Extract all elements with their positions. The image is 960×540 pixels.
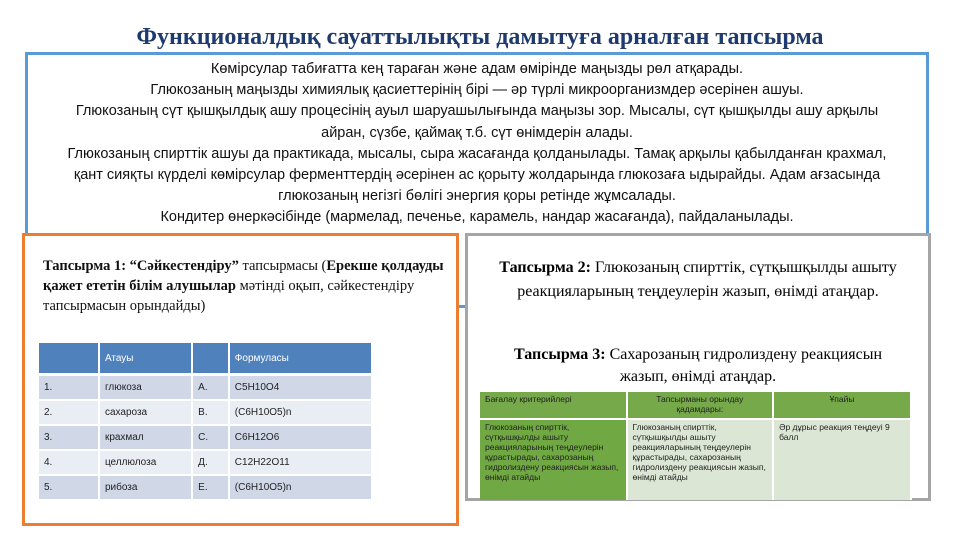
table-cell: В.: [192, 400, 229, 425]
table-row: [39, 475, 372, 500]
table-cell: C12H22O11: [229, 450, 372, 475]
table-cell: 2.: [39, 400, 99, 425]
table-cell: крахмал: [99, 425, 192, 450]
table-cell: Глюкозаның спирттік, сүтқышқылды ашыту реакцияларының теңдеулерін құрастырады, сахарозаның гидролиздену реакциясын жазып, өнімді атайды: [627, 419, 774, 500]
table-cell: сахароза: [99, 400, 192, 425]
intro-paragraph: Глюкозаның спирттік ашуы да практикада, мысалы, сыра жасағанда қолданылады. Тамақ арқылы қабылданған крахмал, қант сияқты күрделі көмірсулар ферменттердің әсерінен ас қорыту жолдарында глюкозаға ыдырайды. Адам ағзасында глюкозаның негізгі бөлігі энергия қоры ретінде жұмсалады.: [67, 145, 887, 205]
task1-text-part: тапсырмасы (: [238, 258, 327, 274]
header-cell: Ұпайы: [773, 392, 911, 419]
table-row: [39, 450, 372, 475]
task2-label: Тапсырма 2:: [499, 259, 591, 276]
intro-paragraph: Глюкозаның маңызды химиялық қасиеттерінің бірі — әр түрлі микроорганизмдер әсерінен ашуы.: [150, 82, 804, 99]
task1-text: [43, 256, 453, 316]
table-row: [480, 419, 911, 500]
table-cell: C6H12O6: [229, 425, 372, 450]
task3-label: Тапсырма 3:: [513, 346, 606, 363]
table-header-row: [480, 392, 911, 419]
task1-label: Тапсырма 1: “Сәйкестендіру”: [43, 258, 239, 274]
header-cell: Тапсырманы орындау қадамдары:: [627, 392, 774, 419]
task3-body: Сахарозаның гидролиздену реакциясын жазып, өнімді атаңдар.: [605, 346, 883, 385]
task1-bold: Ерекше қолдауды қажет ететін білім алушылар: [43, 258, 444, 294]
intro-paragraph: Кондитер өнеркәсібінде (мармелад, печенье, карамель, нандар жасағанда), пайдаланылады.: [160, 209, 794, 226]
table-cell: глюкоза: [99, 375, 192, 401]
table-cell: Е.: [192, 475, 229, 500]
table-cell: Глюкозаның спирттік, сүтқышқылды ашыту реакцияларының теңдеулерін құрастырады, сахарозаның гидролиздену реакциясын жазып, өнімді атайды: [480, 419, 627, 500]
table-cell: Д.: [192, 450, 229, 475]
table-cell: С.: [192, 425, 229, 450]
table-cell: 3.: [39, 425, 99, 450]
header-cell: Формуласы: [229, 343, 372, 375]
task2-text: [478, 256, 918, 304]
table-cell: (C6H10O5)n: [229, 475, 372, 500]
table-cell: (C6H10O5)n: [229, 400, 372, 425]
table-cell: рибоза: [99, 475, 192, 500]
table-cell: C5H10O4: [229, 375, 372, 401]
task2-body: Глюкозаның спирттік, сүтқышқылды ашыту реакцияларының теңдеулерін жазып, өнімді атаңдар.: [517, 259, 897, 300]
task2-box: [465, 233, 931, 501]
table-cell: Әр дұрыс реакция теңдеуі 9 балл: [773, 419, 911, 500]
table-cell: целлюлоза: [99, 450, 192, 475]
header-cell: Бағалау критерийлері: [480, 392, 627, 419]
header-cell: [39, 343, 99, 375]
table-cell: 4.: [39, 450, 99, 475]
slide-title: Функционалдық сауаттылықты дамытуға арналған тапсырма: [136, 24, 824, 50]
intro-paragraph: Глюкозаның сүт қышқылдық ашу процесінің ауыл шаруашылығында маңызы зор. Мысалы, сүт қышқылды ашу арқылы айран, сүзбе, қаймақ т.б. сүт өнімдерін алады.: [75, 103, 879, 141]
table-cell: 5.: [39, 475, 99, 500]
header-cell: [192, 343, 229, 375]
table-header-row: [39, 343, 372, 375]
table-row: [39, 400, 372, 425]
table-cell: А.: [192, 375, 229, 401]
table-row: [39, 425, 372, 450]
task1-text-part: мәтінді оқып, сәйкестендіру тапсырмасын орындайды): [43, 278, 415, 314]
task3-text: [498, 344, 898, 388]
intro-paragraph: Көмірсулар табиғатта кең тараған және адам өмірінде маңызды рөл атқарады.: [210, 61, 744, 77]
matching-table: [39, 343, 373, 501]
header-cell: Атауы: [99, 343, 192, 375]
table-row: [39, 375, 372, 401]
grading-table: [480, 392, 912, 500]
table-cell: 1.: [39, 375, 99, 401]
task1-box: [22, 233, 459, 526]
